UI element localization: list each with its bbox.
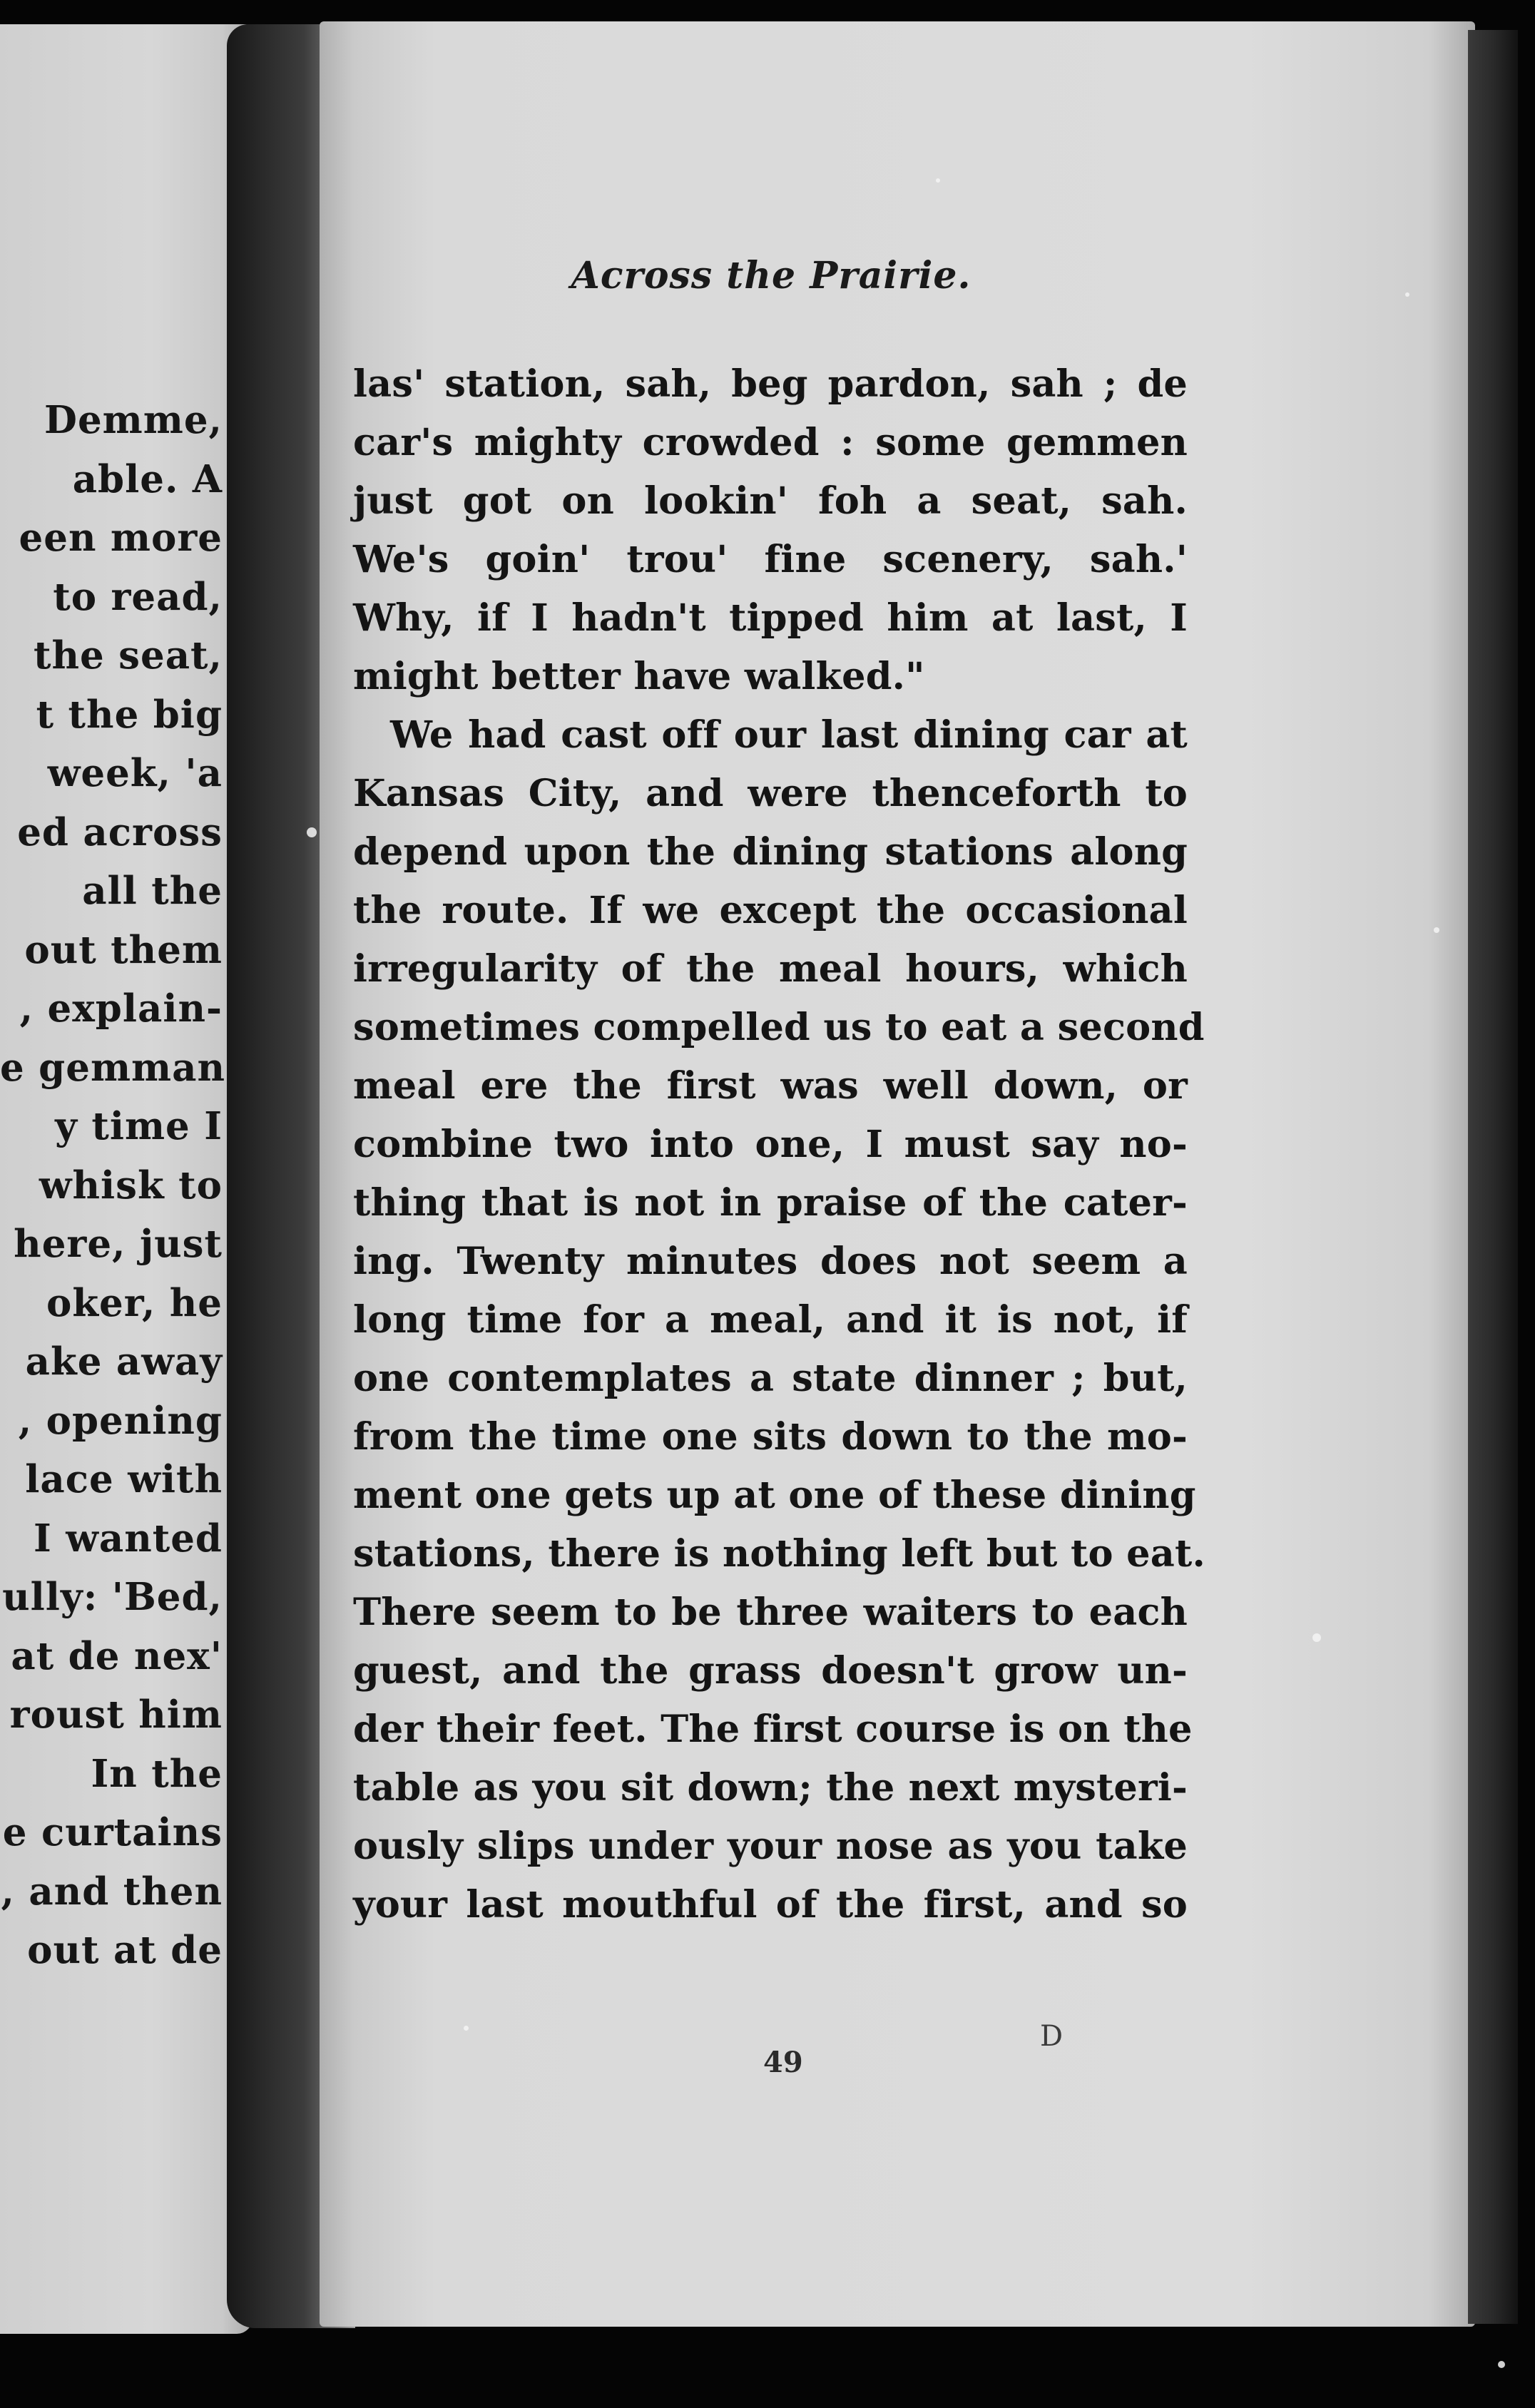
left-line: oker, he xyxy=(46,1280,223,1325)
left-line: the seat, xyxy=(33,633,223,678)
left-line: out at de xyxy=(27,1928,223,1972)
left-line: ully: 'Bed, xyxy=(2,1575,223,1619)
text-line: long time for a meal, and it is not, if xyxy=(353,1298,1188,1342)
text-line: ously slips under your nose as you take xyxy=(353,1825,1188,1868)
text-line: your last mouthful of the first, and so xyxy=(353,1883,1188,1927)
left-line: y time I xyxy=(55,1104,223,1148)
text-line: stations, there is nothing left but to eat. xyxy=(353,1532,1205,1576)
text-line: the route. If we except the occasional xyxy=(353,889,1188,932)
left-line: all the xyxy=(82,869,223,913)
text-line: We's goin' trou' fine scenery, sah.' xyxy=(353,538,1188,581)
left-line: out them xyxy=(24,927,223,972)
left-line: I wanted xyxy=(33,1516,223,1561)
text-line: depend upon the dining stations along xyxy=(353,830,1188,874)
left-line: at de nex' xyxy=(11,1633,223,1678)
text-line: meal ere the first was well down, or xyxy=(353,1064,1188,1108)
running-head xyxy=(0,254,1535,297)
left-line: ake away xyxy=(25,1340,223,1384)
text-line: las' station, sah, beg pardon, sah ; de xyxy=(353,362,1188,406)
left-line: een more xyxy=(19,516,223,560)
left-line: ed across xyxy=(17,810,223,854)
text-line: ing. Twenty minutes does not seem a xyxy=(353,1240,1188,1283)
text-line: might better have walked." xyxy=(353,655,925,698)
dust-speck xyxy=(464,2026,469,2031)
text-line: Kansas City, and were thenceforth to xyxy=(353,772,1188,815)
page-number: 49 xyxy=(763,2046,803,2079)
left-page-text xyxy=(0,391,223,1980)
left-line: t the big xyxy=(36,692,223,737)
left-line: whisk to xyxy=(39,1163,223,1208)
left-line: e gemman xyxy=(0,1045,225,1090)
left-line: here, just xyxy=(14,1222,223,1266)
text-line: We had cast off our last dining car at xyxy=(390,713,1188,757)
dust-speck xyxy=(1498,2361,1505,2368)
text-line: ment one gets up at one of these dining xyxy=(353,1474,1196,1517)
text-line: car's mighty crowded : some gemmen xyxy=(353,421,1188,464)
left-line: , explain- xyxy=(19,986,223,1031)
text-line: sometimes compelled us to eat a second xyxy=(353,1006,1205,1049)
left-line: , opening xyxy=(18,1398,223,1443)
text-line: one contemplates a state dinner ; but, xyxy=(353,1357,1188,1400)
dust-speck xyxy=(1405,292,1409,297)
left-line: Demme, xyxy=(44,398,223,442)
text-line: There seem to be three waiters to each xyxy=(353,1591,1188,1634)
text-line: Why, if I hadn't tipped him at last, I xyxy=(353,596,1188,640)
dust-speck xyxy=(1434,927,1439,933)
running-head-text: Across the Prairie. xyxy=(571,254,972,297)
left-line: able. A xyxy=(72,456,223,501)
main-text xyxy=(353,355,1205,1934)
text-line: irregularity of the meal hours, which xyxy=(353,947,1188,991)
dust-speck xyxy=(307,827,317,837)
left-page xyxy=(0,24,253,2334)
text-line: combine two into one, I must say no- xyxy=(353,1123,1188,1166)
left-line: , and then xyxy=(1,1869,223,1914)
left-line: week, 'a xyxy=(47,751,223,795)
left-line: e curtains xyxy=(2,1810,223,1855)
text-line: der their feet. The first course is on the xyxy=(353,1708,1193,1751)
left-line: lace with xyxy=(25,1457,223,1501)
right-page-edge xyxy=(1468,30,1518,2324)
left-line: to read, xyxy=(53,574,223,619)
dust-speck xyxy=(1312,1633,1321,1642)
left-line: In the xyxy=(91,1751,223,1796)
left-line: roust him xyxy=(9,1693,223,1737)
text-line: guest, and the grass doesn't grow un- xyxy=(353,1649,1188,1693)
text-line: thing that is not in praise of the cater- xyxy=(353,1181,1188,1225)
dust-speck xyxy=(936,178,940,183)
text-line: from the time one sits down to the mo- xyxy=(353,1415,1188,1459)
signature-mark: D xyxy=(1040,2020,1064,2053)
text-line: just got on lookin' foh a seat, sah. xyxy=(353,479,1188,523)
text-line: table as you sit down; the next mysteri- xyxy=(353,1766,1188,1810)
